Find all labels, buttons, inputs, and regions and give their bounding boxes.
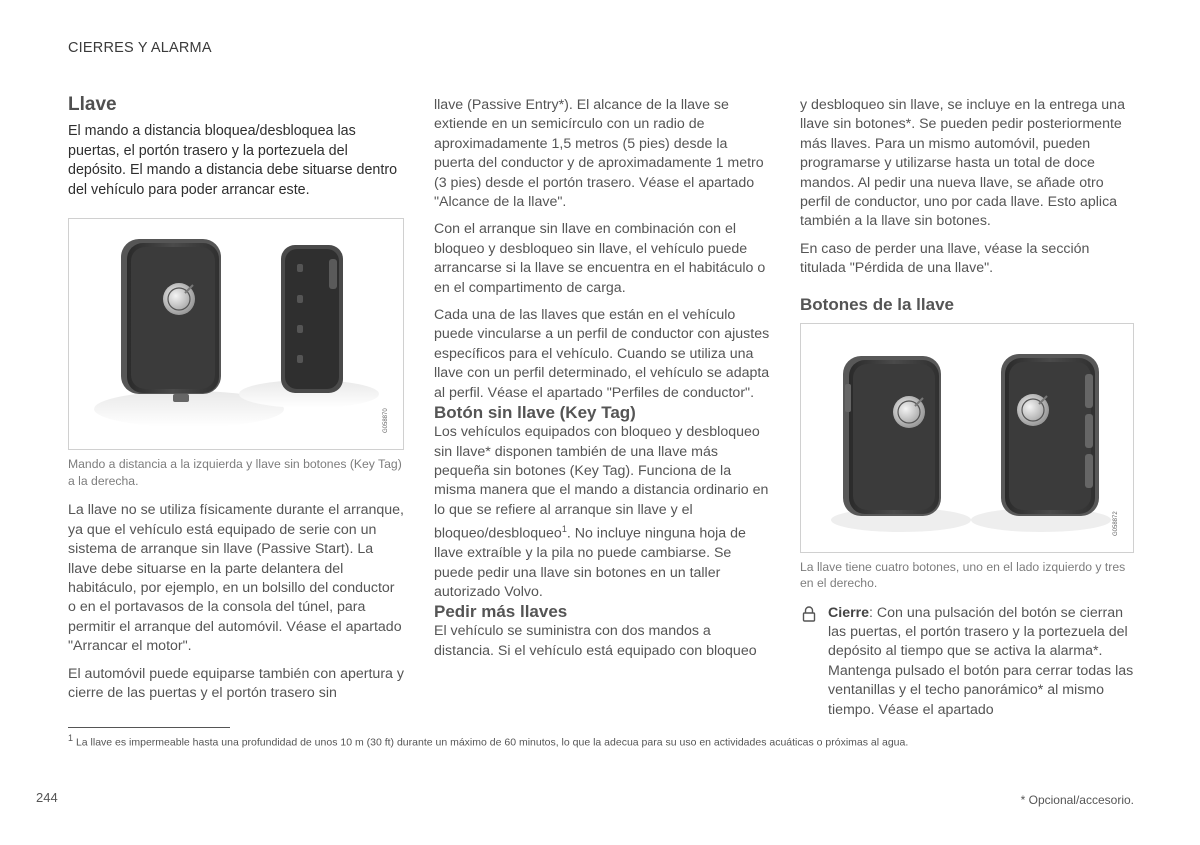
key-buttons-figure [800, 323, 1134, 553]
lock-icon [802, 606, 816, 622]
paragraph-text: Los vehículos equipados con bloqueo y desbloqueo sin llave* disponen también de una llave más pequeña sin botones (Key Tag). Funciona de la misma manera que el mando a distancia ordinario en lo que se refiere al arranque sin llave y el bloqueo/desbloqueo [434, 424, 769, 542]
figure-code: G058872 [1113, 510, 1119, 536]
paragraph: En caso de perder una llave, véase la sección titulada "Pérdida de una llave". [800, 240, 1090, 277]
heading-key-tag: Botón sin llave (Key Tag) [434, 403, 636, 423]
column-3 [800, 96, 1136, 720]
page-number: 244 [36, 790, 58, 805]
figure-caption: La llave tiene cuatro botones, uno en el lado izquierdo y tres en el derecho. [800, 559, 1126, 591]
key-buttons-illustration [801, 324, 1133, 552]
figure-code: G058870 [383, 408, 389, 434]
key-figure [68, 218, 404, 450]
paragraph: Con el arranque sin llave en combinación con el bloqueo y desbloqueo sin llave, el vehículo puede arrancarse si la llave se encuentra en el habitáculo o en el compartimento de carga. [434, 221, 766, 296]
page-title: Llave [68, 94, 117, 115]
paragraph: Cada una de las llaves que están en el vehículo puede vincularse a un perfil de conductor con ajustes específicos para el vehículo. Cuando se utiliza una llave con un perfil determinado, el vehículo se adapta al perfil. Véase el apartado "Perfiles de conductor". [434, 307, 770, 401]
paragraph: El automóvil puede equiparse también con apertura y cierre de las puertas y el portón trasero sin [68, 665, 404, 702]
section-header: CIERRES Y ALARMA [68, 40, 212, 56]
paragraph: El vehículo se suministra con dos mandos a distancia. Si el vehículo está equipado con bloqueo [434, 623, 757, 659]
figure-caption: Mando a distancia a la izquierda y llave sin botones (Key Tag) a la derecha. [68, 457, 402, 488]
footnote-text: La llave es impermeable hasta una profundidad de unos 10 m (30 ft) durante un máximo de 60 minutos, lo que la adecua para su uso en actividades acuáticas o próximas al agua. [75, 736, 909, 749]
paragraph [828, 604, 1136, 720]
heading-more-keys: Pedir más llaves [434, 602, 568, 622]
footnote-mark: 1 [68, 733, 74, 743]
paragraph [434, 423, 770, 602]
paragraph: llave (Passive Entry*). El alcance de la llave se extiende en un semicírculo con un radio de aproximadamente 1,5 metros (5 pies) desde la puerta del conductor y de aproximadamente 1 metro (3 pies) desde el portón trasero. Véase el apartado "Alcance de la llave". [434, 97, 764, 211]
column-1 [68, 94, 404, 703]
optional-accessory-note: * Opcional/accesorio. [1020, 793, 1134, 807]
footnote [68, 733, 908, 749]
column-2 [434, 96, 770, 661]
intro-paragraph: El mando a distancia bloquea/desbloquea las puertas, el portón trasero y la portezuela del depósito. El mando a distancia debe situarse dentro del vehículo para poder arrancar este. [68, 123, 398, 198]
footnote-ref: 1 [561, 524, 567, 535]
paragraph: y desbloqueo sin llave, se incluye en la entrega una llave sin botones*. Se pueden pedir posteriormente más llaves. Para un mismo automóvil, pueden programarse y utilizarse hasta un total de doce mandos. Al pedir una nueva llave, se añade otro perfil de conductor, uno por cada llave. Esto aplica también a la llave sin botones. [800, 97, 1125, 230]
heading-key-buttons: Botones de la llave [800, 294, 954, 314]
lock-description: : Con una pulsación del botón se cierran las puertas, el portón trasero y la portezuela del depósito al tiempo que se activa la alarma*. Mantenga pulsado el botón para cerrar todas las ventanillas y el techo panorámico* al mismo tiempo. Véase el apartado [828, 604, 1134, 718]
lock-button-description [800, 604, 1136, 720]
lock-label: Cierre [828, 604, 870, 621]
paragraph: La llave no se utiliza físicamente durante el arranque, ya que el vehículo está equipado de serie con un sistema de arranque sin llave (Passive Start). La llave debe situarse en la parte delantera del habitáculo, por ejemplo, en un bolsillo del conductor o en el portavasos de la consola del túnel, para permitir el arranque del automóvil. Véase el apartado "Arrancar el motor". [68, 502, 404, 655]
paragraph-text: . No incluye ninguna hoja de llave extraíble y la pila no puede cambiarse. Se puede pedir una llave sin botones en un taller autorizado Volvo. [434, 525, 746, 601]
remote-and-keytag-illustration [69, 219, 403, 449]
footnote-divider [68, 727, 230, 728]
